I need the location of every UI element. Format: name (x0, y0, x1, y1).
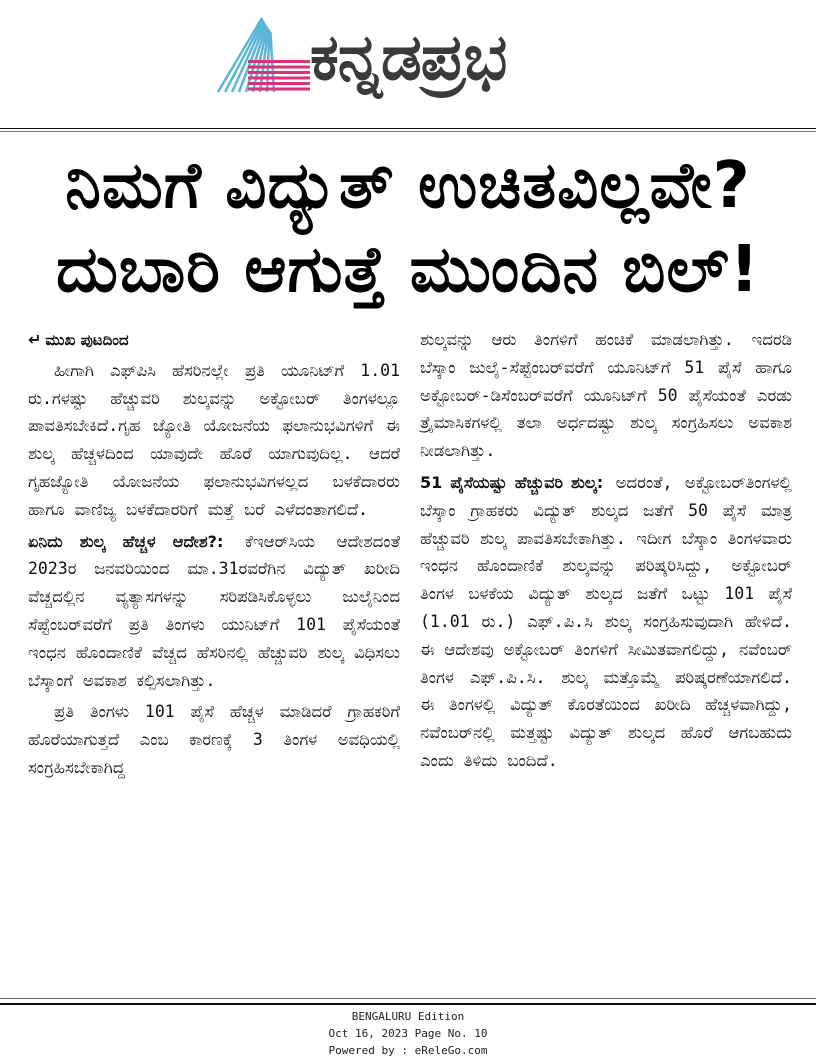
article-paragraph-text: ಅದರಂತೆ, ಅಕ್ಟೋಬರ್‌ತಿಂಗಳಲ್ಲಿ ಬೆಸ್ಕಾಂ ಗ್ರಾಹಕರು ವಿದ್ಯುತ್ ಶುಲ್ಕದ ಜತೆಗೆ 50 ಪೈಸೆ ಮಾತ್ರ ಹೆಚ್ಚುವರಿ ಶುಲ್ಕ ಪಾವತಿಸಬೇಕಾಗಿತ್ತು. ಇದೀಗ ಬೆಸ್ಕಾಂ ತಿಂಗಳವಾರು ಇಂಧನ ಹೊಂದಾಣಿಕೆ ಶುಲ್ಕವನ್ನು ಪರಿಷ್ಕರಿಸಿದ್ದು, ಅಕ್ಟೋಬರ್ ತಿಂಗಳ ಬಳಕೆಯ ವಿದ್ಯುತ್ ಶುಲ್ಕದ ಜತೆಗೆ ಒಟ್ಟು 101 ಪೈಸೆ (1.01 ರು.) ಎಫ್.ಪಿ.ಸಿ ಶುಲ್ಕ ಸಂಗ್ರಹಿಸುವುದಾಗಿ ಹೇಳಿದೆ. ಈ ಆದೇಶವು ಅಕ್ಟೋಬರ್ ತಿಂಗಳಿಗೆ ಸೀಮಿತವಾಗಲಿದ್ದು, ನವೆಂಬರ್ ತಿಂಗಳ ಎಫ್.ಪಿ.ಸಿ. ಶುಲ್ಕ ಮತ್ತೊಮ್ಮೆ ಪರಿಷ್ಕರಣೆಯಾಗಲಿದೆ. ಈ ತಿಂಗಳಲ್ಲಿ ವಿದ್ಯುತ್ ಕೊರತೆಯಿಂದ ಖರೀದಿ ಹೆಚ್ಚಳವಾಗಿದ್ದು, ನವೆಂಬರ್‌ನಲ್ಲಿ ಮತ್ತಷ್ಟು ವಿದ್ಯುತ್ ಶುಲ್ಕದ ಹೊರೆ ಆಗಬಹುದು ಎಂದು ತಿಳಿದು ಬಂದಿದೆ. (420, 472, 792, 770)
date-page-label: Oct 16, 2023 Page No. 10 (328, 1027, 488, 1040)
powered-by-link[interactable]: Powered by : eReleGo.com (328, 1044, 488, 1057)
masthead-rule (0, 128, 816, 129)
article-column-right (420, 326, 792, 779)
masthead (0, 0, 816, 128)
article-paragraph-with-subhead (28, 528, 400, 695)
subheading: 51 ಪೈಸೆಯಷ್ಟು ಹೆಚ್ಚುವರಿ ಶುಲ್ಕ: (420, 472, 604, 492)
article-paragraph-text: ಕೆಇಆರ್‌ಸಿಯ ಆದೇಶದಂತೆ 2023ರ ಜನವರಿಯಿಂದ ಮಾ.31ರವರೆಗಿನ ವಿದ್ಯುತ್ ಖರೀದಿ ವೆಚ್ಚದಲ್ಲಿನ ವ್ಯತ್ಯಾಸಗಳನ್ನು ಸರಿಪಡಿಸಿಕೊಳ್ಳಲು ಜುಲೈನಿಂದ ಸೆಪ್ಟೆಂಬರ್‌ವರೆಗೆ ಪ್ರತಿ ತಿಂಗಳು ಯುನಿಟ್‌ಗೆ 101 ಪೈಸೆಯಂತೆ ಇಂಧನ ಹೊಂದಾಣಿಕೆ ವೆಚ್ಚದ ಹೆಸರಿನಲ್ಲಿ ಹೆಚ್ಚುವರಿ ಶುಲ್ಕ ವಿಧಿಸಲು ಬೆಸ್ಕಾಂಗೆ ಅವಕಾಶ ಕಲ್ಪಿಸಲಾಗಿತ್ತು. (28, 531, 400, 690)
page-footer (0, 1008, 816, 1059)
article-paragraph: ಶುಲ್ಕವನ್ನು ಆರು ತಿಂಗಳಿಗೆ ಹಂಚಿಕೆ ಮಾಡಲಾಗಿತ್ತು. ಇದರಡಿ ಬೆಸ್ಕಾಂ ಜುಲೈ-ಸೆಪ್ಟೆಂಬರ್‌ವರೆಗೆ ಯೂನಿಟ್‌ಗೆ 51 ಪೈಸೆ ಹಾಗೂ ಅಕ್ಟೋಬರ್-ಡಿಸೆಂಬರ್‌ವರೆಗೆ ಯೂನಿಟ್‌ಗೆ 50 ಪೈಸೆಯಂತೆ ಎರಡು ತ್ರೈಮಾಸಿಕಗಳಲ್ಲಿ ತಲಾ ಅರ್ಧದಷ್ಟು ಶುಲ್ಕ ಸಂಗ್ರಹಿಸಲು ಅವಕಾಶ ನೀಡಲಾಗಿತ್ತು. (420, 330, 792, 461)
edition-label: BENGALURU Edition (351, 1010, 465, 1023)
article-paragraph: ಹೀಗಾಗಿ ಎಫ್‌ಪಿಸಿ ಹೆಸರಿನಲ್ಲೇ ಪ್ರತಿ ಯೂನಿಟ್‌ಗೆ 1.01 ರು.ಗಳಷ್ಟು ಹೆಚ್ಚುವರಿ ಶುಲ್ಕವನ್ನು ಅಕ್ಟೋಬರ್ ತಿಂಗಳಲ್ಲೂ ಪಾವತಿಸಬೇಕಿದೆ.ಗೃಹ ಜ್ಯೋತಿ ಯೋಜನೆಯ ಫಲಾನುಭವಿಗಳಿಗೆ ಈ ಶುಲ್ಕ ಹೆಚ್ಚಳದಿಂದ ಯಾವುದೇ ಹೊರೆ ಯಾಗುವುದಿಲ್ಲ. ಆದರೆ ಗೃಹಜ್ಯೋತಿ ಯೋಜನೆಯ ಫಲಾನುಭವಿಗಳಲ್ಲದ ಬಳಕೆದಾರರು ಹಾಗೂ ವಾಣಿಜ್ಯ ಬಳಕೆದಾರರಿಗೆ ಮತ್ತೆ ಬರೆ ಎಳೆದಂತಾಗಲಿದೆ. (28, 360, 400, 519)
brand-name: ಕನ್ನಡಪ್ರಭ (310, 21, 507, 95)
arrow-return-icon: ↵ (28, 330, 42, 349)
footer-rule (0, 1003, 816, 1005)
masthead-rule-thin (0, 131, 816, 132)
article-paragraph: ಪ್ರತಿ ತಿಂಗಳು 101 ಪೈಸೆ ಹೆಚ್ಚಳ ಮಾಡಿದರೆ ಗ್ರಾಹಕರಿಗೆ ಹೊರೆಯಾಗುತ್ತದೆ ಎಂಬ ಕಾರಣಕ್ಕೆ 3 ತಿಂಗಳ ಅವಧಿಯಲ್ಲಿ ಸಂಗ್ರಹಿಸಬೇಕಾಗಿದ್ದ (28, 702, 400, 777)
headline-line-1: ನಿಮಗೆ ವಿದ್ಯುತ್ ಉಚಿತವಿಲ್ಲವೇ? (65, 149, 751, 223)
continued-from-front-page (28, 326, 400, 355)
article-column-left (28, 326, 400, 786)
subheading: ಏನಿದು ಶುಲ್ಕ ಹೆಚ್ಚಳ ಆದೇಶ?: (28, 531, 224, 551)
kannadaprabha-logo-icon (212, 12, 312, 96)
brand-logo[interactable] (212, 12, 612, 102)
jump-label: ಮುಖ ಪುಟದಿಂದ (45, 331, 129, 349)
headline-line-2: ದುಬಾರಿ ಆಗುತ್ತೆ ಮುಂದಿನ ಬಿಲ್! (56, 233, 760, 307)
article-paragraph-with-subhead (420, 469, 792, 775)
footer-rule-thin (0, 998, 816, 999)
